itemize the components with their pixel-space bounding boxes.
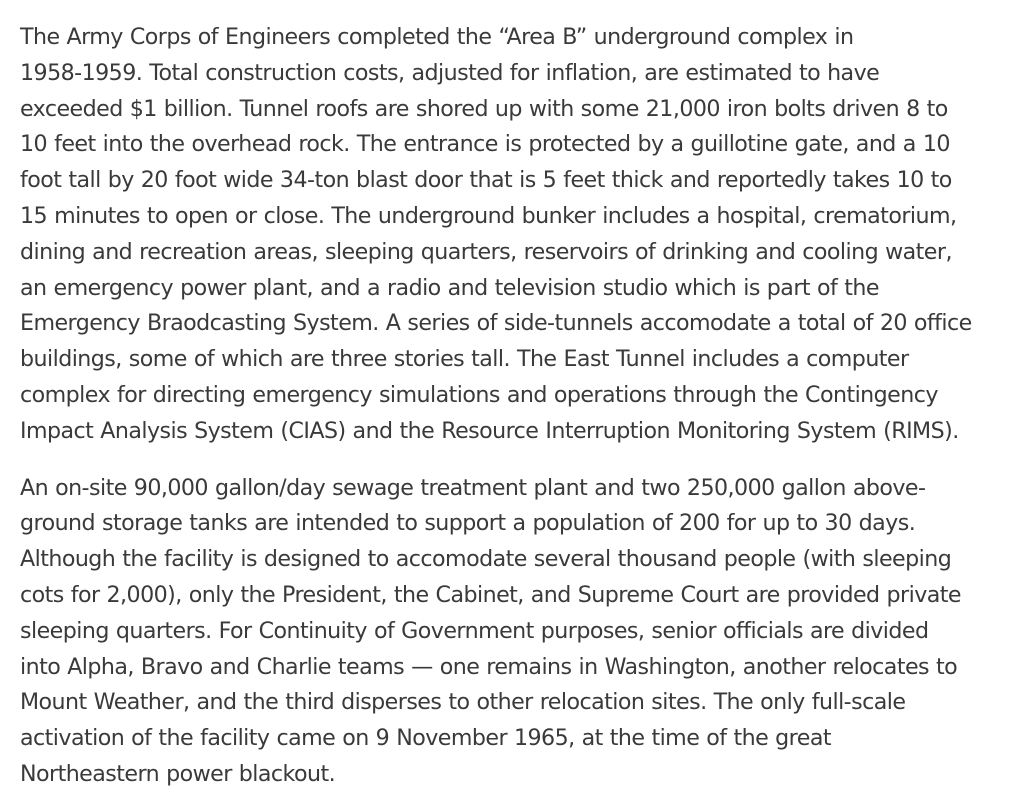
text-line: buildings, some of which are three stories tall. The East Tunnel includes a computer xyxy=(20,346,909,373)
text-line: 15 minutes to open or close. The underground bunker includes a hospital, crematorium, xyxy=(20,202,957,229)
text-line: sleeping quarters. For Continuity of Government purposes, senior officials are divided xyxy=(20,617,929,644)
text-line: exceeded $1 billion. Tunnel roofs are shored up with some 21,000 iron bolts driven 8 to xyxy=(20,95,948,122)
text-line: into Alpha, Bravo and Charlie teams — one remains in Washington, another relocates to xyxy=(20,653,958,680)
text-line: activation of the facility came on 9 November 1965, at the time of the great xyxy=(20,725,831,752)
text-line: cots for 2,000), only the President, the Cabinet, and Supreme Court are provided private xyxy=(20,581,961,608)
text-line: 1958-1959. Total construction costs, adjusted for inflation, are estimated to have xyxy=(20,59,880,86)
text-line: Emergency Braodcasting System. A series of side-tunnels accomodate a total of 20 office xyxy=(20,310,972,337)
text-line: The Army Corps of Engineers completed the “Area B” underground complex in xyxy=(20,24,854,50)
text-line: An on-site 90,000 gallon/day sewage treatment plant and two 250,000 gallon above- xyxy=(20,474,926,501)
article-body xyxy=(20,20,1010,793)
text-line: Mount Weather, and the third disperses to other relocation sites. The only full-scale xyxy=(20,689,906,716)
text-line: foot tall by 20 foot wide 34-ton blast door that is 5 feet thick and reportedly takes 10 to xyxy=(20,167,952,194)
text-line: Northeastern power blackout. xyxy=(20,760,336,787)
text-line: Impact Analysis System (CIAS) and the Resource Interruption Monitoring System (RIMS). xyxy=(20,417,959,444)
paragraph-operations xyxy=(20,471,1010,793)
text-line: dining and recreation areas, sleeping quarters, reservoirs of drinking and cooling water, xyxy=(20,238,952,265)
text-line: an emergency power plant, and a radio and television studio which is part of the xyxy=(20,274,879,301)
text-line: Although the facility is designed to accomodate several thousand people (with sleeping xyxy=(20,546,952,573)
text-line: complex for directing emergency simulations and operations through the Contingency xyxy=(20,381,938,408)
paragraph-construction xyxy=(20,20,1010,450)
text-line: 10 feet into the overhead rock. The entrance is protected by a guillotine gate, and a 10 xyxy=(20,131,950,158)
text-line: ground storage tanks are intended to support a population of 200 for up to 30 days. xyxy=(20,510,916,537)
